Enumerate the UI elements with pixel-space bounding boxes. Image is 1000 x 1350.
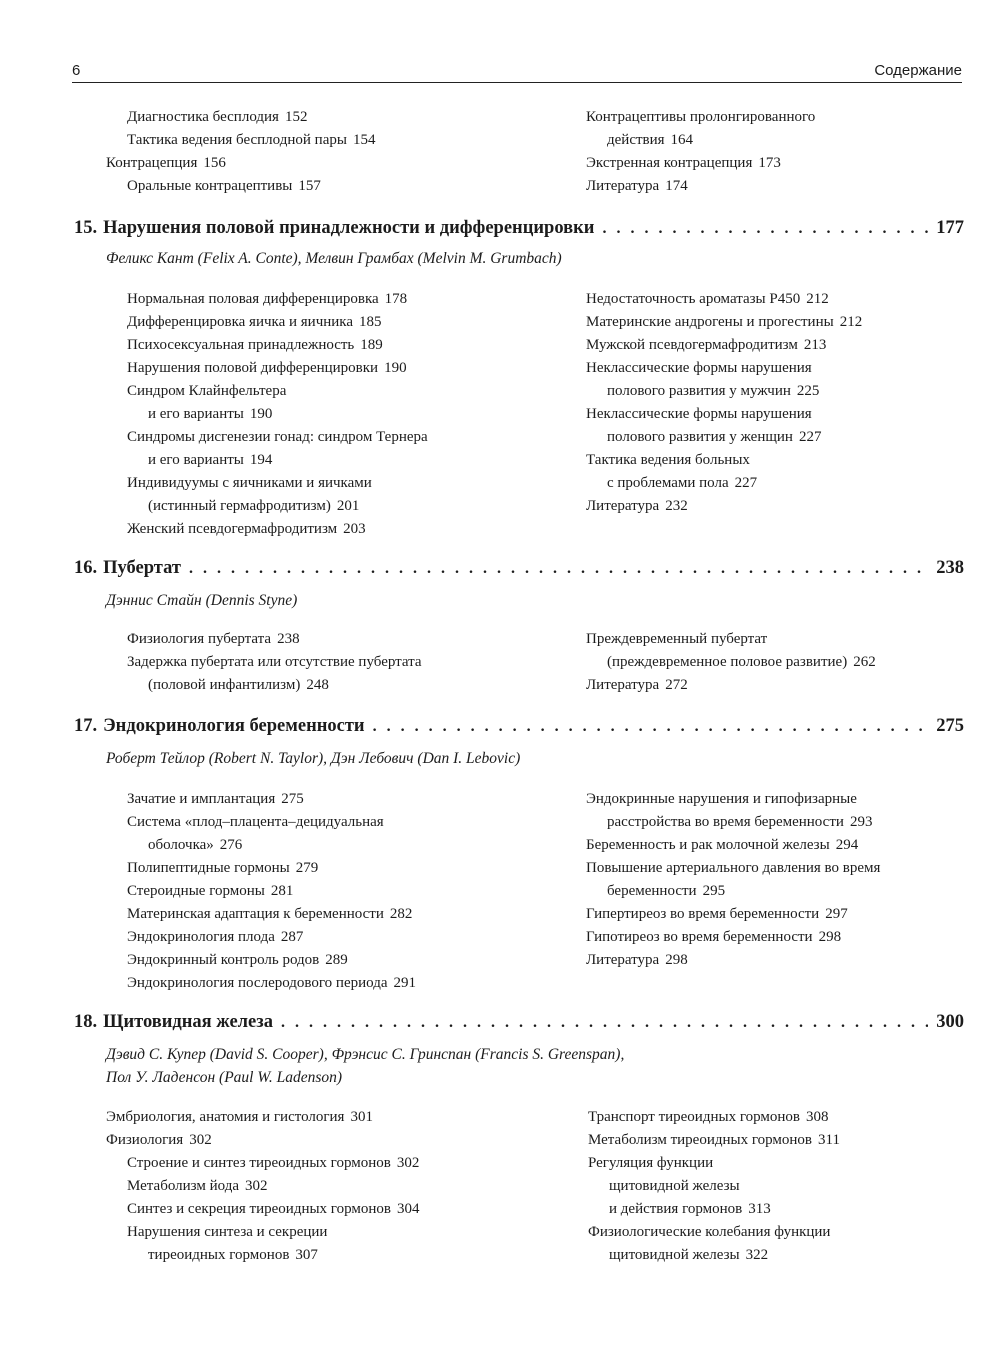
- toc-entry[interactable]: Нарушения половой дифференцировки 190: [127, 360, 407, 376]
- chapter-page: 275: [936, 716, 964, 736]
- toc-entry[interactable]: Недостаточность ароматазы Р450 212: [586, 291, 829, 307]
- toc-entry[interactable]: Система «плод–плацента–децидуальная оболочка» 276: [127, 814, 384, 853]
- toc-entry[interactable]: Экстренная контрацепция 173: [586, 155, 781, 171]
- toc-entry[interactable]: Гипотиреоз во время беременности 298: [586, 929, 842, 945]
- toc-entry[interactable]: Полипептидные гормоны 279: [127, 860, 319, 876]
- running-title: Содержание: [874, 62, 962, 79]
- toc-entry[interactable]: Эмбриология, анатомия и гистология 301: [106, 1109, 373, 1125]
- toc-entry[interactable]: Физиология 302: [106, 1132, 212, 1148]
- chapter-page: 238: [936, 558, 964, 578]
- toc-entry[interactable]: Метаболизм тиреоидных гормонов 311: [588, 1132, 840, 1148]
- toc-entry[interactable]: Нарушения синтеза и секреции тиреоидных гормонов 307: [127, 1224, 328, 1263]
- chapter-15-right-column: [586, 288, 862, 518]
- chapter-16-authors: Дэннис Стайн (Dennis Styne): [106, 592, 298, 609]
- toc-entry[interactable]: Синтез и секреция тиреоидных гормонов 304: [127, 1201, 420, 1217]
- leader-dots: [602, 220, 928, 238]
- chapter-17-left-column: [127, 788, 416, 995]
- chapter-title: Эндокринология беременности: [103, 716, 365, 736]
- leader-dots: [373, 718, 929, 736]
- chapter-18-authors: Дэвид С. Купер (David S. Cooper), Фрэнсис С. Гринспан (Francis S. Greenspan), Пол У. Ладенсон (Paul W. Ladenson): [106, 1046, 625, 1086]
- toc-entry[interactable]: Психосексуальная принадлежность 189: [127, 337, 383, 353]
- toc-entry[interactable]: Физиология пубертата 238: [127, 631, 300, 647]
- toc-entry[interactable]: Материнская адаптация к беременности 282: [127, 906, 413, 922]
- chapter-title: Пубертат: [103, 558, 181, 578]
- chapter-16-right-column: [586, 628, 876, 697]
- toc-entry[interactable]: Контрацепция 156: [106, 155, 226, 171]
- toc-entry[interactable]: Строение и синтез тиреоидных гормонов 302: [127, 1155, 420, 1171]
- toc-entry[interactable]: Транспорт тиреоидных гормонов 308: [588, 1109, 829, 1125]
- toc-entry[interactable]: Задержка пубертата или отсутствие пубертата (половой инфантилизм) 248: [127, 654, 422, 693]
- toc-entry[interactable]: Неклассические формы нарушения полового развития у женщин 227: [586, 406, 822, 445]
- chapter-18-right-column: [588, 1106, 840, 1267]
- toc-entry[interactable]: Повышение артериального давления во время беременности 295: [586, 860, 881, 899]
- toc-entry[interactable]: Литература 174: [586, 178, 688, 194]
- chapter-page: 300: [936, 1012, 964, 1032]
- chapter-17-heading[interactable]: 17. Эндокринология беременности . . . 275: [74, 716, 964, 742]
- toc-entry[interactable]: Беременность и рак молочной железы 294: [586, 837, 859, 853]
- toc-entry[interactable]: Оральные контрацептивы 157: [127, 178, 321, 194]
- toc-entry[interactable]: Эндокринология послеродового периода 291: [127, 975, 417, 991]
- chapter-16-left-column: [127, 628, 422, 697]
- top-right-column: [586, 106, 815, 198]
- toc-entry[interactable]: Литература 298: [586, 952, 688, 968]
- toc-entry[interactable]: Преждевременный пубертат (преждевременное половое развитие) 262: [586, 631, 876, 670]
- toc-entry[interactable]: Физиологические колебания функции щитовидной железы 322: [588, 1224, 831, 1263]
- chapter-18-heading[interactable]: 18. Щитовидная железа . . . 300: [74, 1012, 964, 1038]
- toc-entry[interactable]: Литература 232: [586, 498, 688, 514]
- toc-entry[interactable]: Эндокринология плода 287: [127, 929, 304, 945]
- toc-entry[interactable]: Эндокринный контроль родов 289: [127, 952, 348, 968]
- toc-entry[interactable]: Зачатие и имплантация 275: [127, 791, 304, 807]
- toc-entry[interactable]: Мужской псевдогермафродитизм 213: [586, 337, 827, 353]
- top-left-column: [106, 106, 375, 198]
- chapter-15-left-column: [127, 288, 428, 541]
- toc-entry[interactable]: Гипертиреоз во время беременности 297: [586, 906, 848, 922]
- chapter-16-heading[interactable]: 16. Пубертат . . . 238: [74, 558, 964, 584]
- toc-entry[interactable]: Материнские андрогены и прогестины 212: [586, 314, 863, 330]
- toc-entry[interactable]: Дифференцировка яичка и яичника 185: [127, 314, 382, 330]
- toc-entry[interactable]: Неклассические формы нарушения полового развития у мужчин 225: [586, 360, 820, 399]
- toc-entry[interactable]: Контрацептивы пролонгированного действия 164: [586, 109, 816, 148]
- page-header: [72, 62, 962, 83]
- toc-entry[interactable]: Синдромы дисгенезии гонад: синдром Тернера и его варианты 194: [127, 429, 428, 468]
- toc-entry[interactable]: Тактика ведения больных с проблемами пола 227: [586, 452, 758, 491]
- chapter-17-authors: Роберт Тейлор (Robert N. Taylor), Дэн Лебович (Dan I. Lebovic): [106, 750, 521, 767]
- toc-entry[interactable]: Женский псевдогермафродитизм 203: [127, 521, 366, 537]
- toc-entry[interactable]: Эндокринные нарушения и гипофизарные расстройства во время беременности 293: [586, 791, 873, 830]
- toc-entry[interactable]: Тактика ведения бесплодной пары 154: [127, 132, 376, 148]
- toc-entry[interactable]: Литература 272: [586, 677, 688, 693]
- chapter-18-left-column: [106, 1106, 419, 1267]
- toc-entry[interactable]: Стероидные гормоны 281: [127, 883, 294, 899]
- chapter-17-right-column: [586, 788, 880, 972]
- toc-entry[interactable]: Метаболизм йода 302: [127, 1178, 268, 1194]
- toc-entry[interactable]: Нормальная половая дифференцировка 178: [127, 291, 408, 307]
- chapter-title: Нарушения половой принадлежности и дифференцировки: [103, 218, 595, 238]
- chapter-15-authors: Феликс Кант (Felix A. Conte), Мелвин Грамбах (Melvin M. Grumbach): [106, 250, 562, 267]
- page-number: 6: [72, 62, 81, 79]
- leader-dots: [281, 1014, 928, 1032]
- toc-entry[interactable]: Индивидуумы с яичниками и яичками (истинный гермафродитизм) 201: [127, 475, 372, 514]
- toc-entry[interactable]: Синдром Клайнфельтера и его варианты 190: [127, 383, 287, 422]
- toc-entry[interactable]: Регуляция функции щитовидной железы и действия гормонов 313: [588, 1155, 771, 1217]
- leader-dots: [189, 560, 928, 578]
- chapter-15-heading[interactable]: 15. Нарушения половой принадлежности и дифференцировки . . . 177: [74, 218, 964, 244]
- toc-entry[interactable]: Диагностика бесплодия 152: [127, 109, 308, 125]
- chapter-page: 177: [936, 218, 964, 238]
- chapter-title: Щитовидная железа: [103, 1012, 273, 1032]
